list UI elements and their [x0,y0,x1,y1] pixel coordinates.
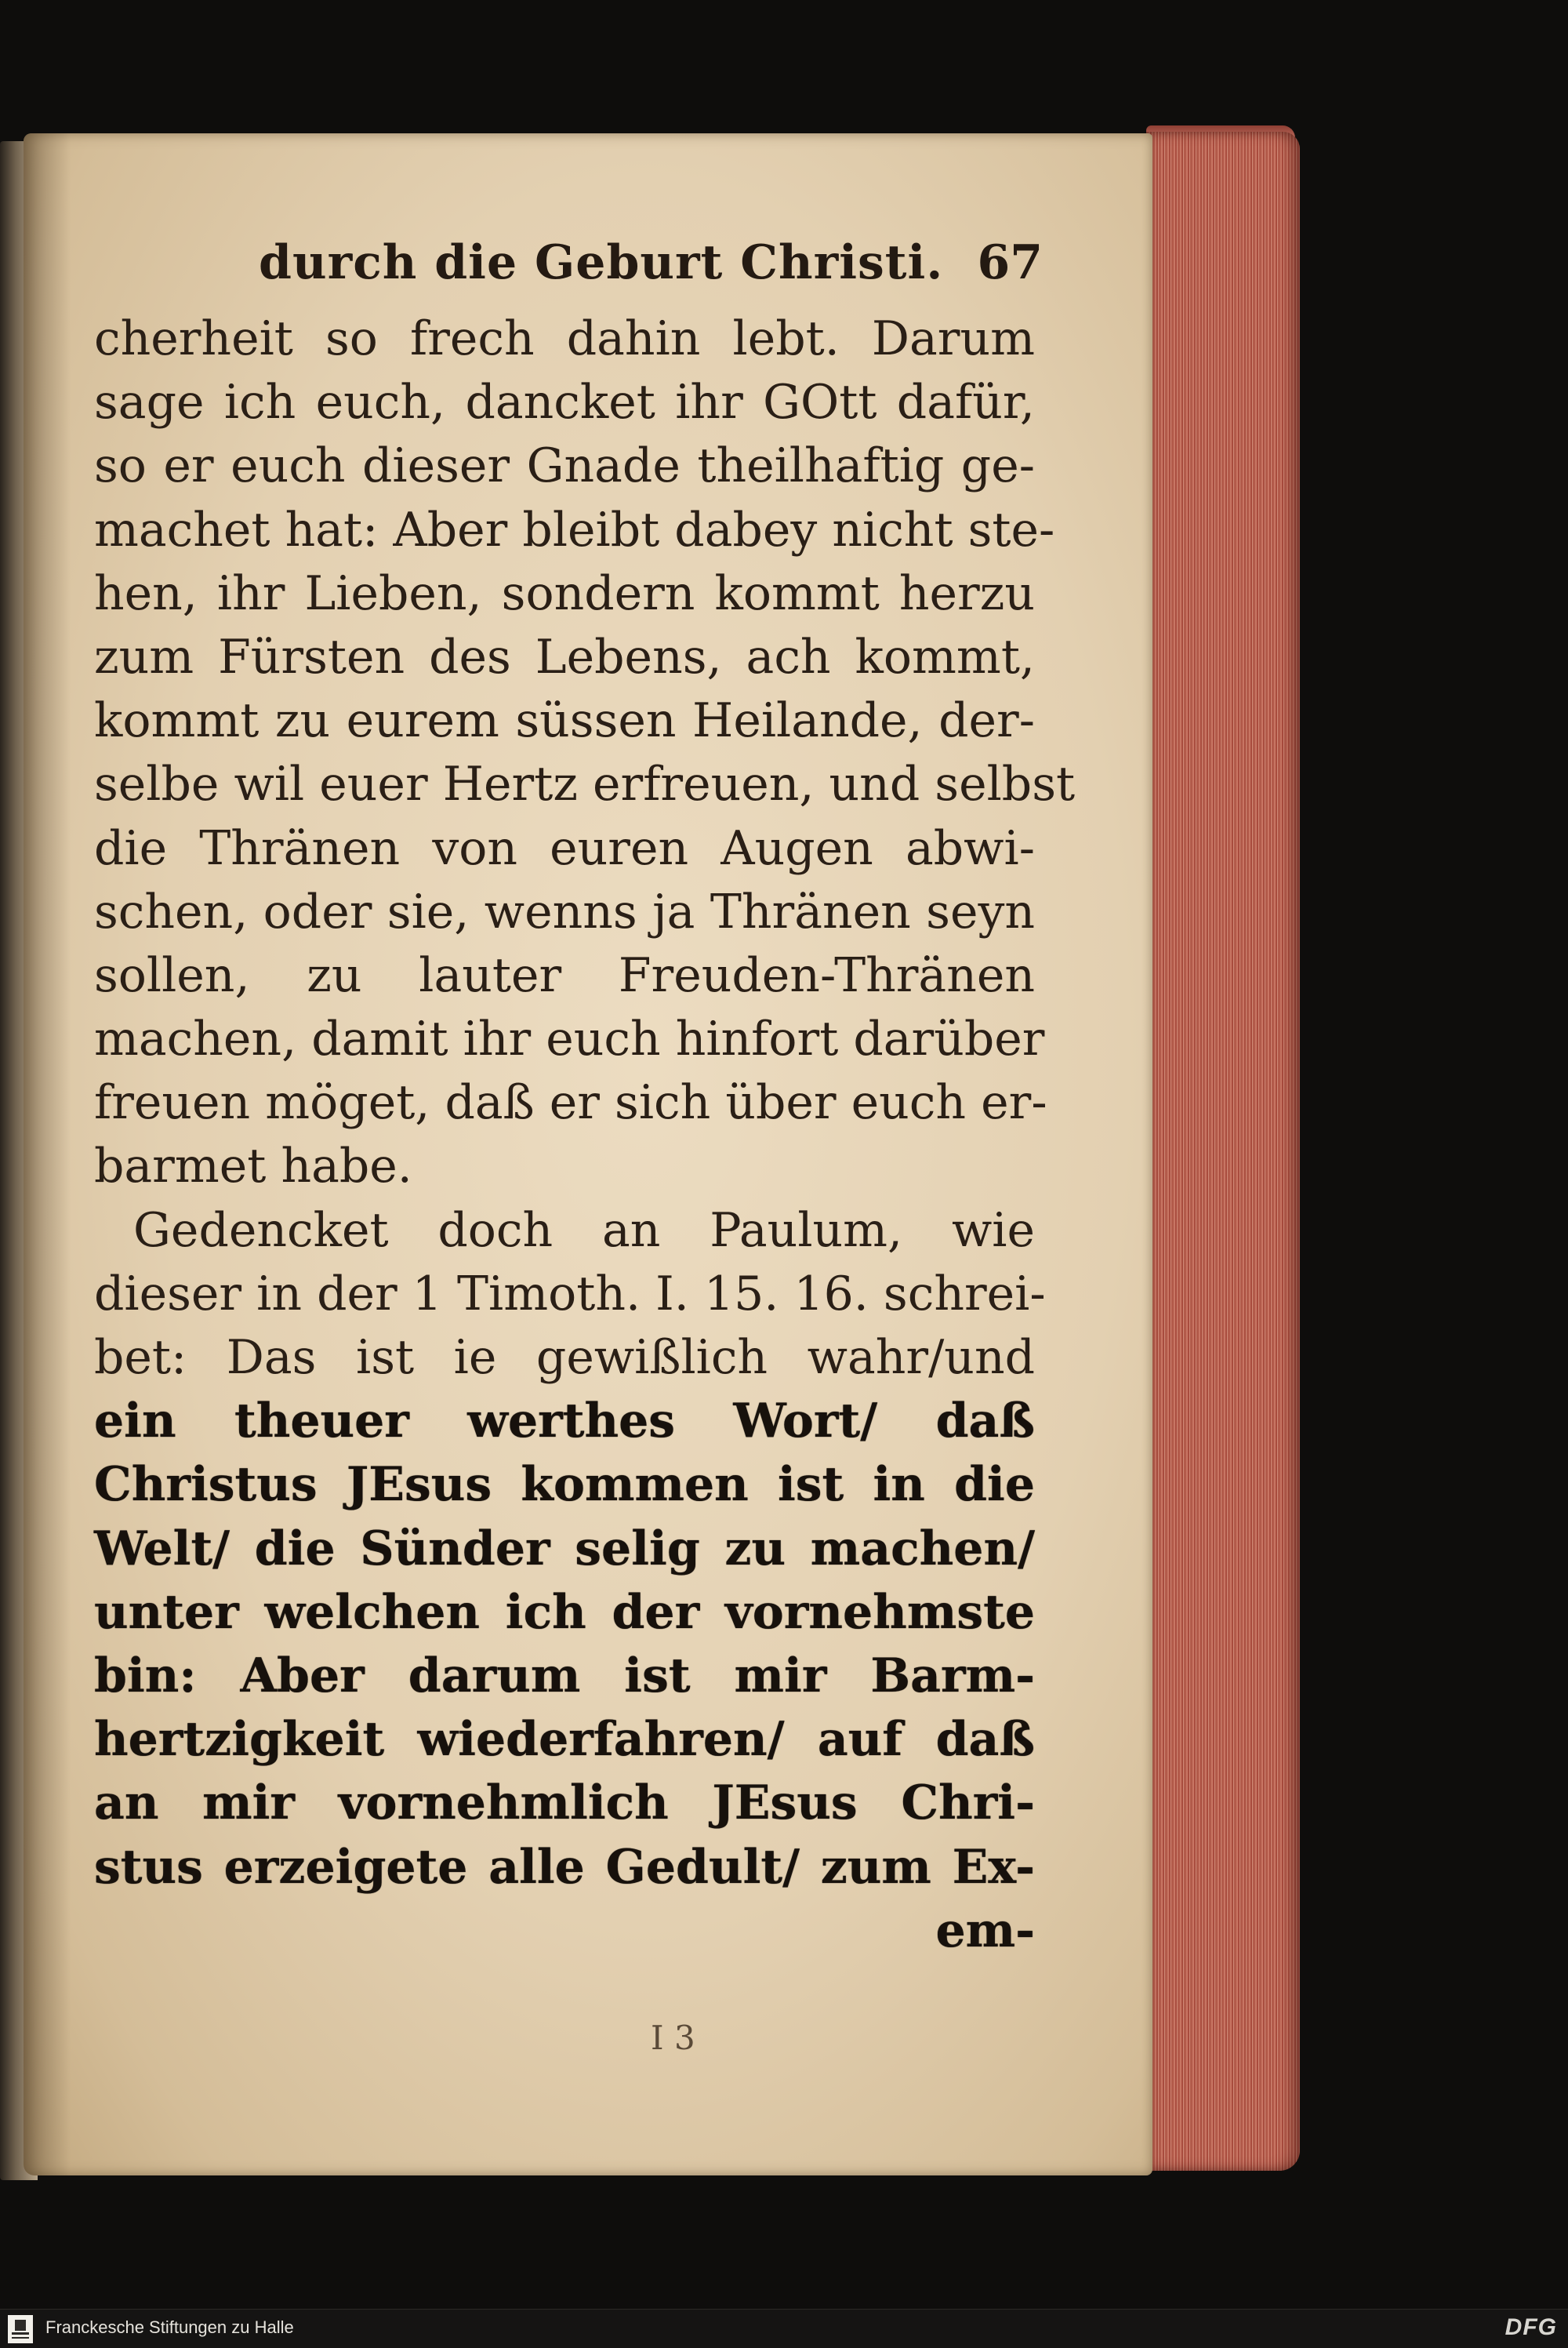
running-head: durch die Geburt Christi. [259,235,944,290]
book-page-edges [1146,132,1300,2171]
text-block [94,307,1076,1963]
text-line: zum Fürsten des Lebens, ach kommt, [94,629,1035,685]
text-line: barmet habe. [94,1139,412,1194]
institution-logo-icon [8,2315,33,2343]
text-line: so er euch dieser Gnade theilhaftig ge- [94,438,1035,494]
text-line: machen, damit ihr euch hinfort darüber [94,1012,1045,1067]
signature-mark: I 3 [651,2019,695,2057]
quotation-line: ein theuer werthes Wort/ daß [94,1394,1035,1449]
text-line: cherheit so frech dahin lebt. Darum [94,311,1035,366]
footer-bar [0,2309,1568,2348]
quotation-line: bin: Aber darum ist mir Barm- [94,1648,1035,1703]
quotation-line: unter welchen ich der vornehmste [94,1584,1035,1640]
quotation-line: Christus JEsus kommen ist in die [94,1457,1035,1513]
text-line: schen, oder sie, wenns ja Thränen seyn [94,884,1035,940]
gutter-shadow [24,133,71,2175]
text-line: dieser in der 1 Timoth. I. 15. 16. schrei- [94,1266,1046,1321]
text-line: selbe wil euer Hertz erfreuen, und selbst [94,757,1076,812]
footer-credit: Franckesche Stiftungen zu Halle [45,2317,294,2337]
catchword: em- [935,1903,1035,1958]
dfg-logo: DFG [1504,2314,1557,2340]
text-line: die Thränen von euren Augen abwi- [94,820,1035,876]
text-line: bet: Das ist ie gewißlich wahr/und [94,1330,1035,1385]
quotation-line: an mir vornehmlich JEsus Chri- [94,1776,1035,1831]
paragraph-start-line: Gedencket doch an Paulum, wie [133,1202,1035,1258]
quotation-line: stus erzeigete alle Gedult/ zum Ex- [94,1839,1035,1895]
page-header [259,235,1043,306]
quotation-line: hertzigkeit wiederfahren/ auf daß [94,1712,1035,1768]
text-line: machet hat: Aber bleibt dabey nicht ste- [94,502,1055,558]
text-line: kommt zu eurem süssen Heilande, der- [94,693,1035,749]
text-line: sollen, zu lauter Freuden-Thränen [94,947,1035,1003]
quotation-line: Welt/ die Sünder selig zu machen/ [94,1521,1035,1576]
text-line: hen, ihr Lieben, sondern kommt herzu [94,565,1035,621]
text-line: freuen möget, daß er sich über euch er- [94,1075,1047,1131]
text-line: sage ich euch, dancket ihr GOtt dafür, [94,375,1035,431]
page-number: 67 [977,235,1043,290]
